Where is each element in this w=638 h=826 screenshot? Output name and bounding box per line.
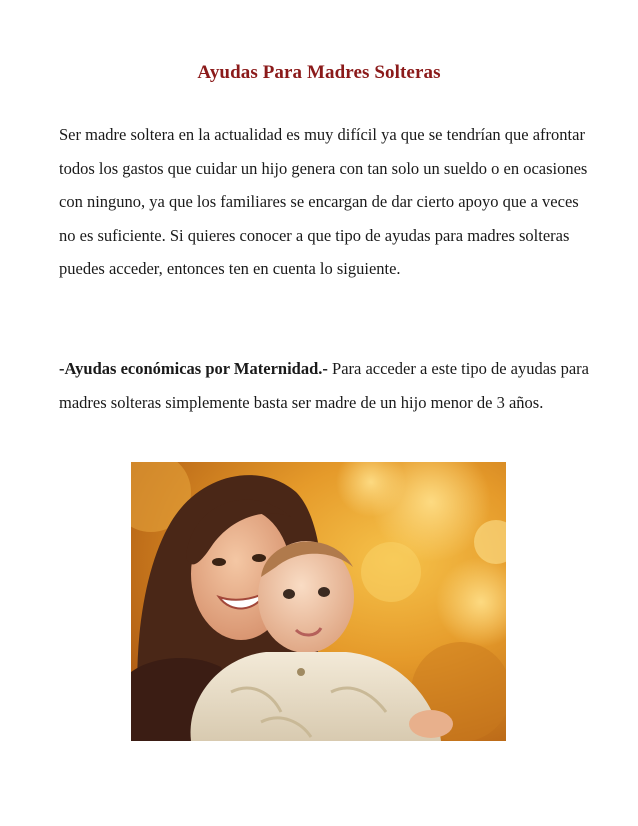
document-title: Ayudas Para Madres Solteras [197,62,441,83]
section-lead: -Ayudas económicas por Maternidad.- [59,359,328,378]
mother-and-baby-photo [131,462,506,741]
intro-paragraph: Ser madre soltera en la actualidad es muy difícil ya que se tendrían que afrontar todos los gastos que cuidar un hijo genera con tan solo un sueldo o en ocasiones con ninguno, ya que los familiares se encargan de dar cierto apoyo que a veces no es suficiente. Si quieres conocer a que tipo de ayudas para madres solteras puedes acceder, entonces ten en cuenta lo siguiente. [59,125,588,279]
section-paragraph [59,352,589,419]
section-body: Para acceder a este tipo de ayudas para madres solteras simplemente basta ser madre de un hijo menor de 3 años. [59,359,589,412]
